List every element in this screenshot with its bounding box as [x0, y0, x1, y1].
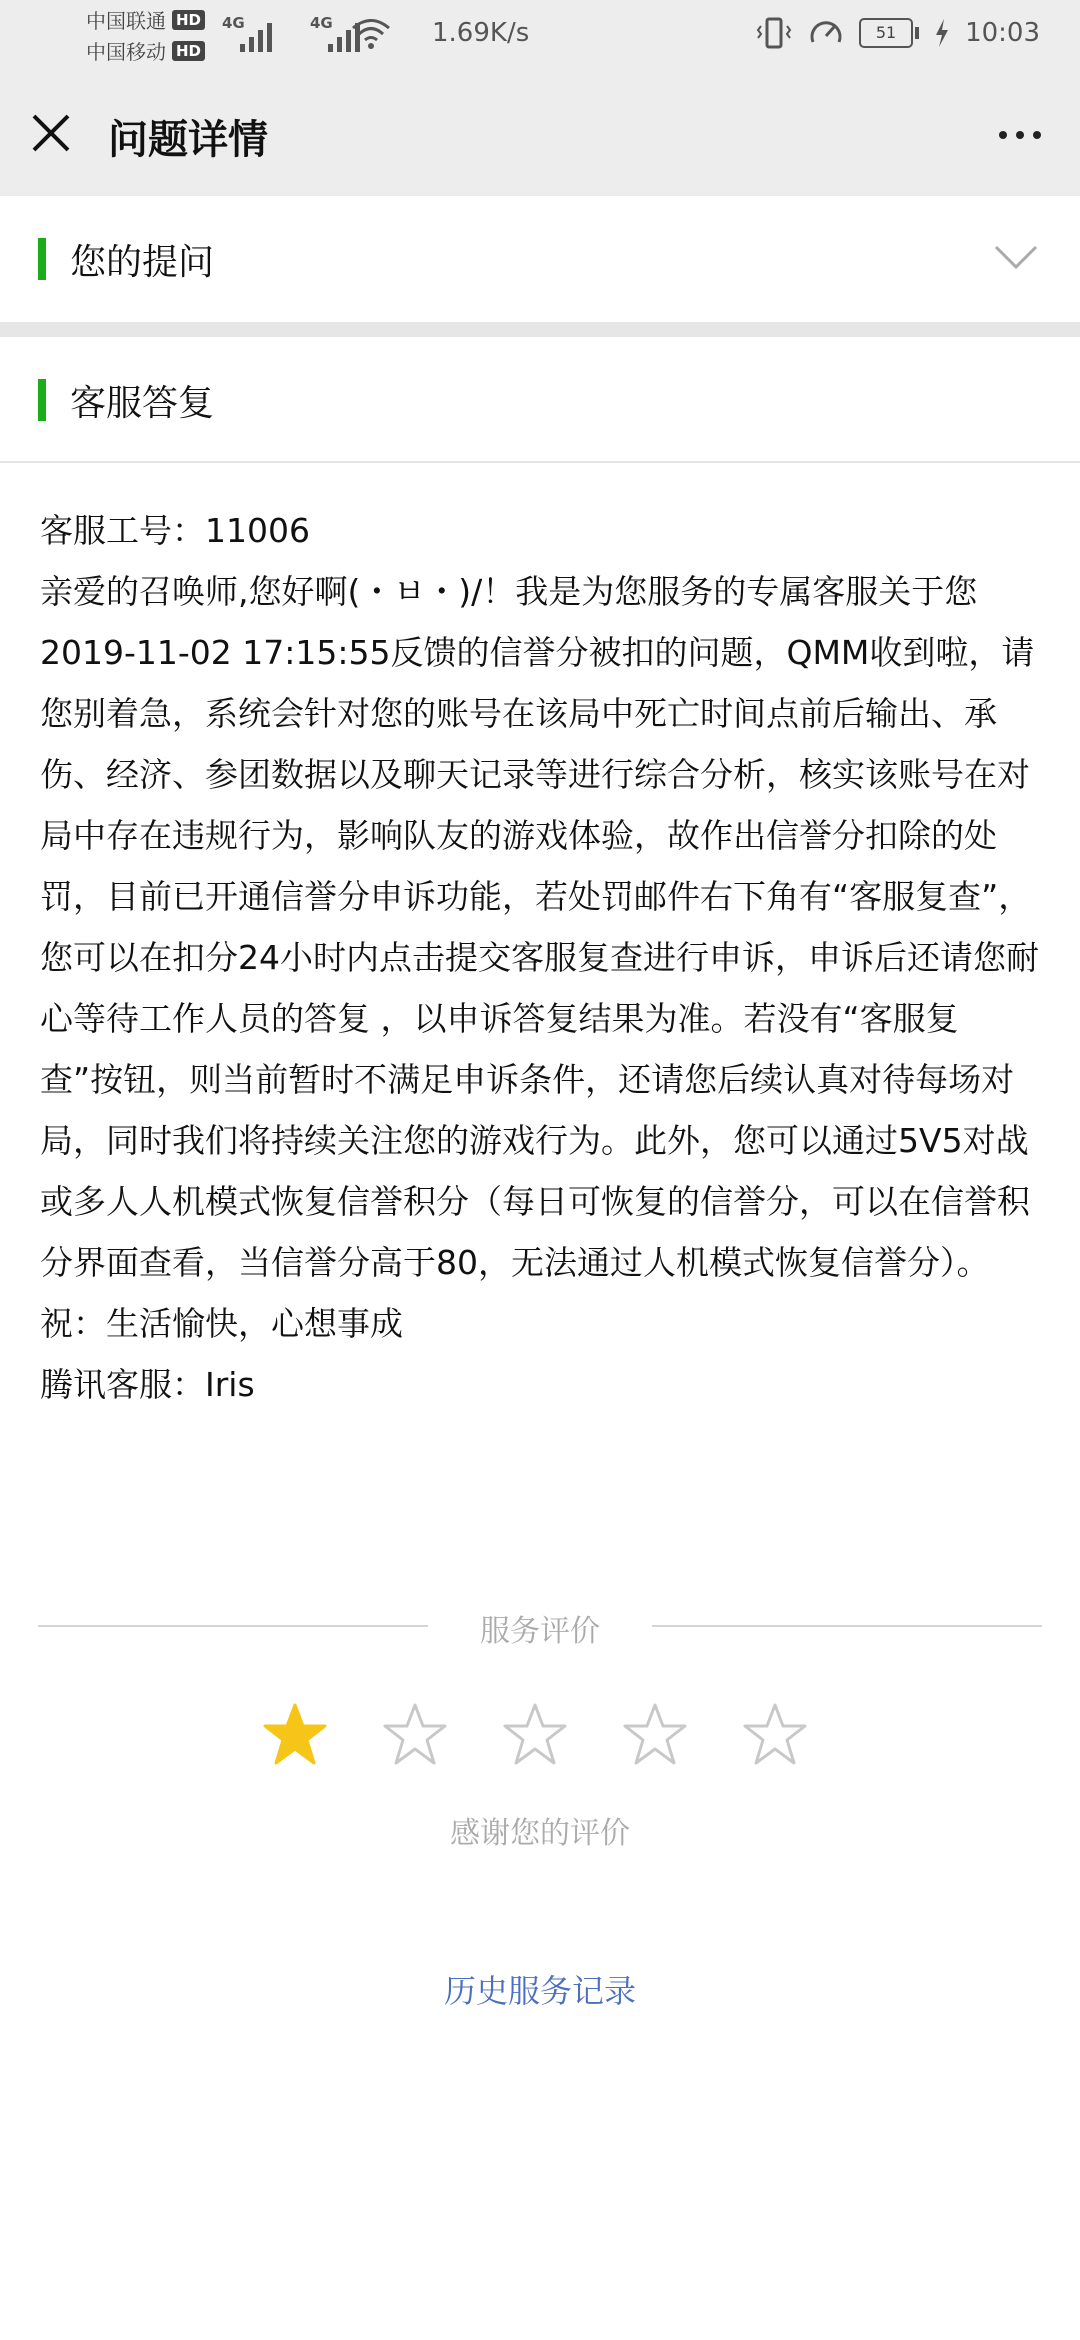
rating-label: 服务评价	[480, 1614, 600, 1649]
reply-content	[40, 500, 1040, 1415]
hd-badge-2: HD	[172, 41, 205, 61]
reply-signature: 腾讯客服：Iris	[40, 1365, 255, 1404]
reply-wishes: 祝：生活愉快，心想事成	[40, 1304, 403, 1343]
page-title: 问题详情	[108, 117, 268, 163]
carrier-1-label: 中国联通	[86, 9, 166, 33]
star-empty-icon[interactable]	[622, 1702, 688, 1768]
reply-section-title: 客服答复	[70, 383, 215, 424]
section-divider	[0, 322, 1080, 337]
charging-icon	[933, 18, 951, 48]
star-rating[interactable]	[262, 1702, 808, 1768]
clock: 10:03	[965, 18, 1040, 48]
carrier-2-label: 中国移动	[86, 40, 166, 64]
agent-id: 客服工号：11006	[40, 511, 310, 550]
rating-divider	[38, 1606, 1042, 1649]
signal-group	[222, 14, 368, 52]
star-empty-icon[interactable]	[382, 1702, 448, 1768]
star-empty-icon[interactable]	[502, 1702, 568, 1768]
title-bar	[0, 70, 1080, 196]
signal-2-icon: 4G	[310, 14, 368, 52]
status-bar	[0, 0, 1080, 70]
reply-message: 亲爱的召唤师,您好啊(・ㅂ・)/！我是为您服务的专属客服关于您2019-11-02 17:15:55反馈的信誉分被扣的问题，QMM收到啦，请您别着急，系统会针对您的账号在该局中死亡时间点前后输出、承伤、经济、参团数据以及聊天记录等进行综合分析，核实该账号在对局中存在违规行为，影响队友的游戏体验，故作出信誉分扣除的处罚，目前已开通信誉分申诉功能，若处罚邮件右下角有“客服复查”，您可以在扣分24小时内点击提交客服复查进行申诉，申诉后还请您耐心等待工作人员的答复 ，以申诉答复结果为准。若没有“客服复查”按钮，则当前暂时不满足申诉条件，还请您后续认真对待每场对局，同时我们将持续关注您的游戏行为。此外，您可以通过5V5对战或多人人机模式恢复信誉积分（每日可恢复的信誉分，可以在信誉积分界面查看，当信誉分高于80，无法通过人机模式恢复信誉分）。	[40, 572, 1039, 1282]
question-section-title: 您的提问	[70, 242, 215, 283]
net-speed: 1.69K/s	[432, 18, 530, 48]
history-service-link[interactable]: 历史服务记录	[443, 1972, 636, 2010]
signal-1-icon: 4G	[222, 14, 280, 52]
hd-badge-1: HD	[172, 10, 205, 30]
reply-section-header	[0, 337, 1080, 463]
vibrate-icon	[755, 16, 793, 50]
close-icon[interactable]	[24, 106, 78, 160]
chevron-down-icon[interactable]	[992, 242, 1040, 272]
star-filled-icon[interactable]	[262, 1702, 328, 1768]
thanks-text: 感谢您的评价	[450, 1816, 630, 1851]
wifi-icon	[350, 16, 392, 50]
star-empty-icon[interactable]	[742, 1702, 808, 1768]
battery-level: 51	[859, 18, 913, 48]
data-saver-icon	[807, 16, 845, 50]
question-section-header[interactable]	[0, 196, 1080, 322]
accent-bar	[38, 379, 46, 421]
more-options-icon[interactable]	[990, 110, 1050, 160]
battery-icon	[859, 18, 919, 48]
accent-bar	[38, 238, 46, 280]
